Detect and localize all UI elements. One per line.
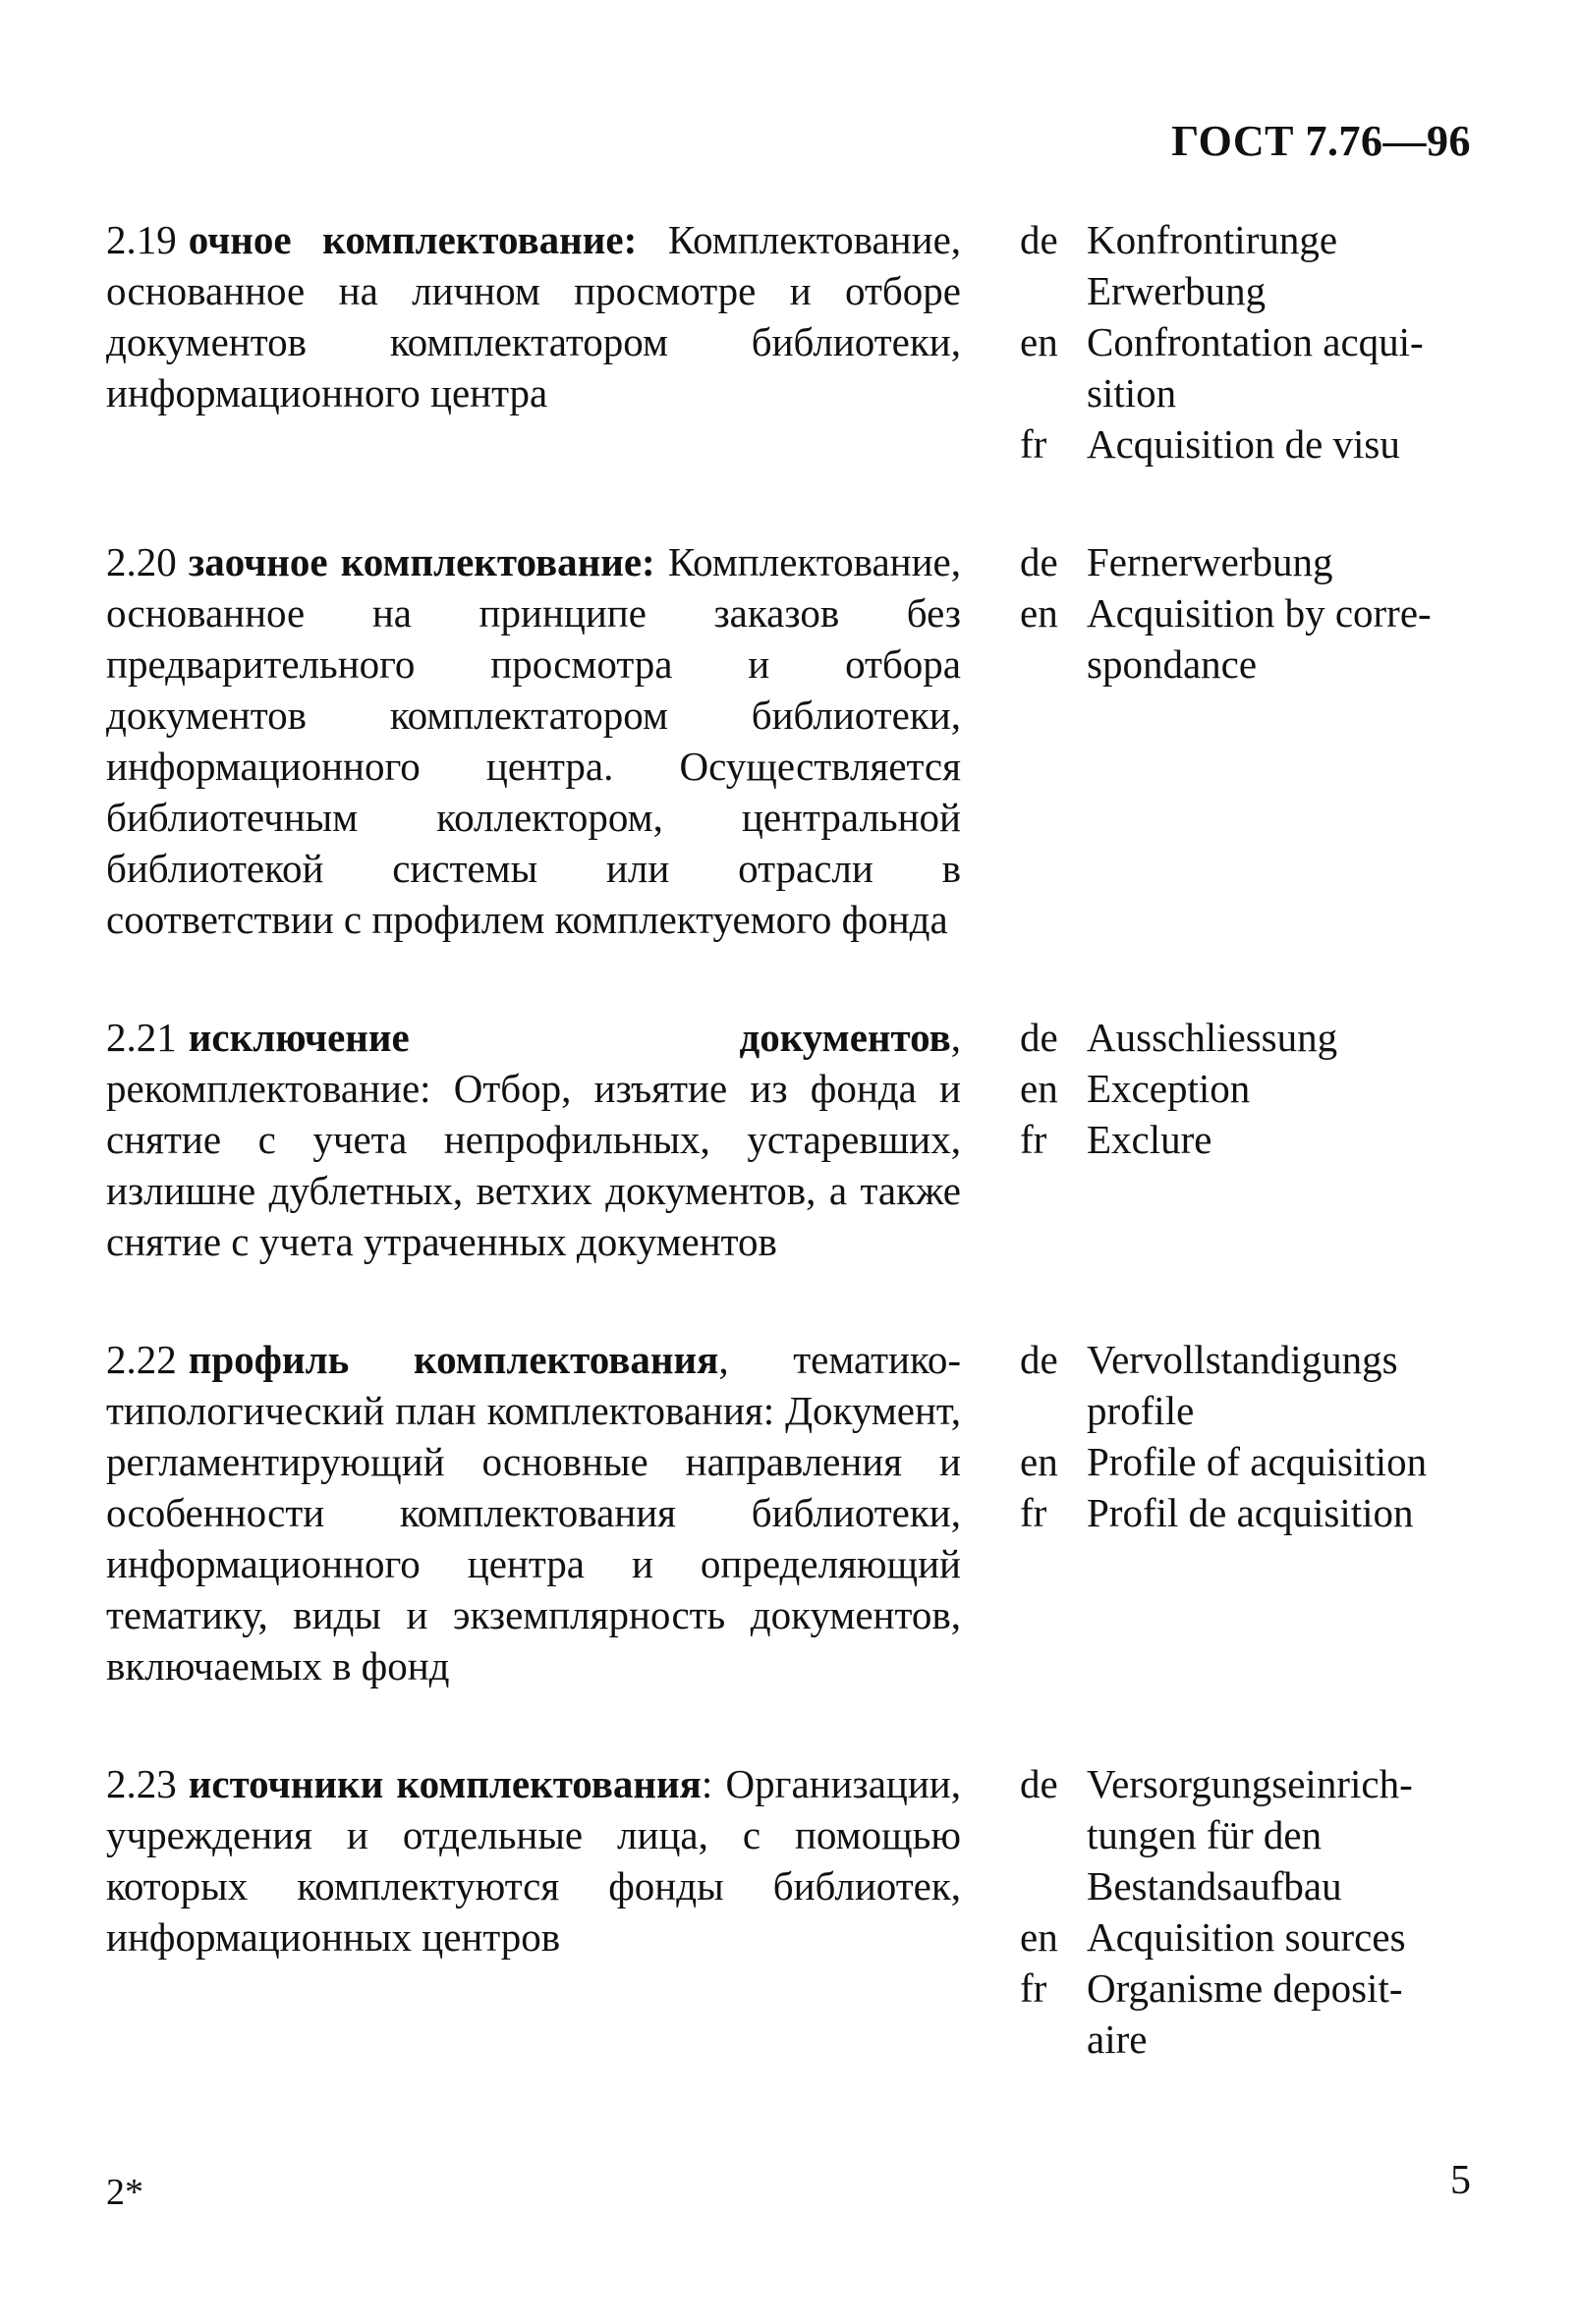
- term-definition-block: [106, 214, 961, 470]
- term-definition-block: [106, 1758, 961, 2065]
- translation-row: [1020, 1963, 1482, 2065]
- translation-lang: de: [1020, 539, 1058, 584]
- translation-row: [1020, 418, 1482, 470]
- translation-term: Vervollstandigungs profile: [1087, 1337, 1398, 1433]
- entry-number: 2.21: [106, 1015, 177, 1060]
- translations-block: [1020, 1758, 1482, 2065]
- translation-term: Acquisition de visu: [1087, 421, 1400, 467]
- translation-lang: fr: [1020, 1965, 1047, 2011]
- translation-row: [1020, 1114, 1482, 1165]
- translation-lang: en: [1020, 1914, 1058, 1960]
- translation-lang: fr: [1020, 1490, 1047, 1535]
- translations-block: [1020, 1334, 1482, 1691]
- translation-term: Profil de acquisition: [1087, 1490, 1414, 1535]
- term-entry: [106, 1012, 1482, 1267]
- term-entry: [106, 214, 1482, 470]
- translations-block: [1020, 1012, 1482, 1267]
- translations-block: [1020, 214, 1482, 470]
- translation-term: Ausschliessung: [1087, 1015, 1338, 1060]
- entry-term: заочное комплектование:: [188, 539, 655, 584]
- translation-row: [1020, 1334, 1482, 1436]
- translation-lang: fr: [1020, 421, 1047, 467]
- entry-number: 2.19: [106, 217, 177, 262]
- translation-row: [1020, 1436, 1482, 1487]
- terms-list: [106, 214, 1482, 2131]
- translation-row: [1020, 1487, 1482, 1538]
- translation-term: Fernerwerbung: [1087, 539, 1333, 584]
- translation-term: Versorgungseinrich- tungen für den Bestandsaufbau: [1087, 1761, 1413, 1909]
- entry-number: 2.23: [106, 1761, 177, 1806]
- translation-term: Exception: [1087, 1066, 1251, 1111]
- translation-row: [1020, 1063, 1482, 1114]
- term-entry: [106, 1334, 1482, 1691]
- translation-row: [1020, 214, 1482, 316]
- term-definition-block: [106, 1012, 961, 1267]
- page-number: 5: [1450, 2158, 1471, 2203]
- translation-lang: de: [1020, 217, 1058, 262]
- translation-lang: en: [1020, 1066, 1058, 1111]
- translation-lang: en: [1020, 590, 1058, 636]
- translation-term: Profile of acquisition: [1087, 1439, 1428, 1484]
- translation-term: Exclure: [1087, 1117, 1212, 1162]
- translation-term: Acquisition sources: [1087, 1914, 1406, 1960]
- term-definition-block: [106, 536, 961, 945]
- entry-number: 2.22: [106, 1337, 177, 1382]
- term-entry: [106, 536, 1482, 945]
- entry-term: профиль комплектования: [188, 1337, 719, 1382]
- translation-lang: en: [1020, 1439, 1058, 1484]
- signature-mark: 2*: [106, 2172, 143, 2213]
- entry-term: исключение документов: [188, 1015, 951, 1060]
- translation-term: Confrontation acqui- sition: [1087, 319, 1424, 415]
- term-entry: [106, 1758, 1482, 2065]
- term-definition-block: [106, 1334, 961, 1691]
- entry-term: источники комплектования: [188, 1761, 702, 1806]
- entry-number: 2.20: [106, 539, 177, 584]
- translation-term: Konfrontirunge Erwerbung: [1087, 217, 1338, 313]
- translation-row: [1020, 316, 1482, 418]
- entry-definition: , тематико-типологический план комплектования: Документ, регламентирующий основные направления и особенности комплектования библиотеки, информационного центра и определяющий тематику, виды и экземплярность документов, включаемых в фонд: [106, 1337, 961, 1688]
- entry-definition: Комплектование, основанное на принципе заказов без предварительного просмотра и отбора документов комплектатором библиотеки, информационного центра. Осуществляется библиотечным коллектором, центральной библиотекой системы или отрасли в соответствии с профилем комплектуемого фонда: [106, 539, 961, 942]
- translations-block: [1020, 536, 1482, 945]
- entry-definition: Комплектование, основанное на личном просмотре и отборе документов комплектатором библиотеки, информационного центра: [106, 217, 962, 415]
- translation-term: Organisme deposit- aire: [1087, 1965, 1403, 2062]
- translation-lang: de: [1020, 1337, 1058, 1382]
- translation-term: Acquisition by corre- spondance: [1087, 590, 1432, 687]
- entry-definition: : Организации, учреждения и отдельные лица, с помощью которых комплектуются фонды библиотек, информационных центров: [106, 1761, 961, 1960]
- entry-definition: , рекомплектование: Отбор, изъятие из фонда и снятие с учета непрофильных, устаревших, излишне дублетных, ветхих документов, а также снятие с учета утраченных документов: [106, 1015, 961, 1264]
- translation-row: [1020, 1012, 1482, 1063]
- translation-lang: de: [1020, 1761, 1058, 1806]
- translation-row: [1020, 1758, 1482, 1911]
- entry-term: очное комплектование:: [188, 217, 638, 262]
- translation-row: [1020, 536, 1482, 587]
- translation-row: [1020, 1911, 1482, 1963]
- translation-lang: fr: [1020, 1117, 1047, 1162]
- translation-lang: en: [1020, 319, 1058, 364]
- translation-row: [1020, 587, 1482, 690]
- translation-lang: de: [1020, 1015, 1058, 1060]
- standard-header: ГОСТ 7.76—96: [1171, 117, 1471, 165]
